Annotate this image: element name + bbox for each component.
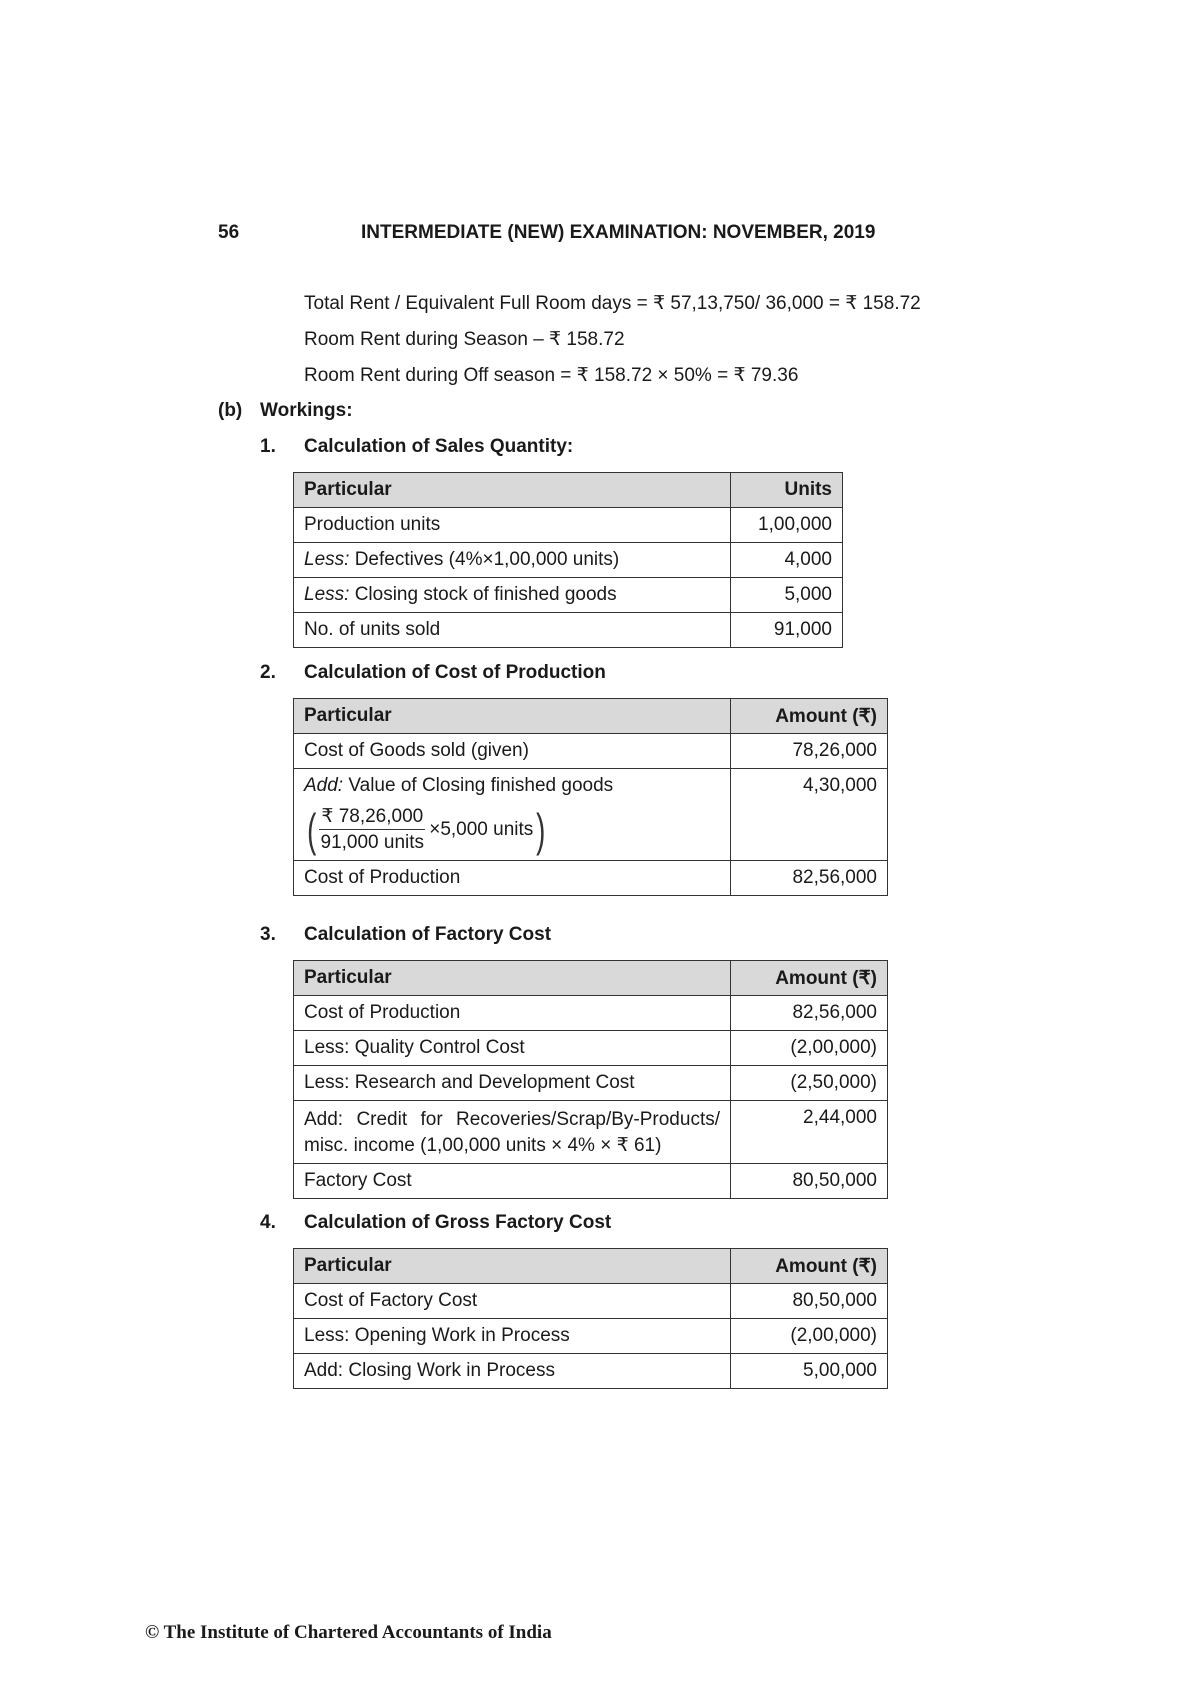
row-label: Closing stock of finished goods	[349, 584, 617, 605]
section-b-marker: (b)	[218, 400, 243, 421]
row-value: 2,44,000	[731, 1101, 888, 1164]
table-row	[294, 1284, 888, 1319]
row-label: Less: Quality Control Cost	[294, 1031, 731, 1066]
section-b-title: Workings:	[260, 400, 353, 421]
fraction-denominator: 91,000 units	[320, 832, 425, 853]
row-label: Defectives (4%×1,00,000 units)	[349, 549, 620, 570]
working-3-number: 3.	[260, 924, 276, 945]
left-parenthesis: (	[307, 803, 317, 856]
table-row	[294, 1354, 888, 1389]
table-row	[294, 1164, 888, 1199]
row-label: Add: Credit for Recoveries/Scrap/By-Products/ misc. income (1,00,000 units × 4% × ₹ 61)	[294, 1101, 731, 1164]
column-header-amount: Amount (₹)	[731, 961, 888, 996]
row-value: 82,56,000	[731, 996, 888, 1031]
table-row	[294, 1066, 888, 1101]
row-value: 91,000	[731, 613, 843, 648]
table-header-row	[294, 961, 888, 996]
table-row	[294, 996, 888, 1031]
row-value: 5,00,000	[731, 1354, 888, 1389]
row-label: Cost of Factory Cost	[294, 1284, 731, 1319]
working-4-title: Calculation of Gross Factory Cost	[304, 1212, 612, 1233]
row-label: Cost of Production	[294, 996, 731, 1031]
column-header-particular: Particular	[294, 699, 731, 734]
working-1-title: Calculation of Sales Quantity:	[304, 436, 574, 457]
row-value: (2,00,000)	[731, 1319, 888, 1354]
table-row	[294, 1031, 888, 1066]
sales-quantity-table	[293, 472, 843, 648]
working-3-title: Calculation of Factory Cost	[304, 924, 552, 945]
right-parenthesis: )	[536, 803, 546, 856]
page-number: 56	[218, 222, 240, 243]
row-label: Value of Closing finished goods	[343, 775, 614, 796]
row-label-cell	[294, 769, 731, 861]
fraction-numerator: ₹ 78,26,000	[319, 805, 425, 830]
row-value: 5,000	[731, 578, 843, 613]
table-header-row	[294, 473, 843, 508]
table-header-row	[294, 699, 888, 734]
table-row	[294, 769, 888, 861]
row-label: Less: Research and Development Cost	[294, 1066, 731, 1101]
fraction-multiplier: ×5,000 units	[429, 818, 534, 840]
table-row	[294, 543, 843, 578]
row-prefix: Less:	[304, 549, 350, 570]
cost-of-production-table	[293, 698, 888, 896]
row-label: Add: Closing Work in Process	[294, 1354, 731, 1389]
row-value: 1,00,000	[731, 508, 843, 543]
intro-line-off-season-rent: Room Rent during Off season = ₹ 158.72 × 50% = ₹ 79.36	[304, 365, 799, 386]
row-value: 4,000	[731, 543, 843, 578]
working-4-number: 4.	[260, 1212, 276, 1233]
table-row	[294, 1319, 888, 1354]
row-label: No. of units sold	[294, 613, 731, 648]
row-value: (2,50,000)	[731, 1066, 888, 1101]
row-prefix: Less:	[304, 584, 350, 605]
row-label: Factory Cost	[294, 1164, 731, 1199]
row-label-cell	[294, 543, 731, 578]
row-value: 4,30,000	[731, 769, 888, 861]
gross-factory-cost-table	[293, 1248, 888, 1389]
row-value: 82,56,000	[731, 861, 888, 896]
working-2-title: Calculation of Cost of Production	[304, 662, 606, 683]
row-label: Cost of Goods sold (given)	[294, 734, 731, 769]
column-header-amount: Amount (₹)	[731, 699, 888, 734]
column-header-amount: Amount (₹)	[731, 1249, 888, 1284]
working-1-number: 1.	[260, 436, 276, 457]
table-row	[294, 1101, 888, 1164]
table-row	[294, 734, 888, 769]
row-value: 80,50,000	[731, 1284, 888, 1319]
row-value: 78,26,000	[731, 734, 888, 769]
fraction	[319, 805, 425, 854]
working-2-number: 2.	[260, 662, 276, 683]
page-title: INTERMEDIATE (NEW) EXAMINATION: NOVEMBER, 2019	[361, 222, 876, 243]
table-row	[294, 508, 843, 543]
table-row	[294, 613, 843, 648]
row-label-cell	[294, 578, 731, 613]
column-header-particular: Particular	[294, 1249, 731, 1284]
row-value: 80,50,000	[731, 1164, 888, 1199]
intro-line-total-rent: Total Rent / Equivalent Full Room days = ₹ 57,13,750/ 36,000 = ₹ 158.72	[304, 293, 921, 314]
factory-cost-table	[293, 960, 888, 1199]
column-header-units: Units	[731, 473, 843, 508]
row-value: (2,00,000)	[731, 1031, 888, 1066]
table-row	[294, 861, 888, 896]
table-header-row	[294, 1249, 888, 1284]
row-label: Production units	[294, 508, 731, 543]
copyright-footer: © The Institute of Chartered Accountants of India	[145, 1622, 552, 1643]
column-header-particular: Particular	[294, 961, 731, 996]
row-label: Cost of Production	[294, 861, 731, 896]
row-label: Less: Opening Work in Process	[294, 1319, 731, 1354]
table-row	[294, 578, 843, 613]
valuation-formula	[304, 805, 720, 854]
row-prefix: Add:	[304, 775, 344, 796]
intro-line-season-rent: Room Rent during Season – ₹ 158.72	[304, 329, 625, 350]
column-header-particular: Particular	[294, 473, 731, 508]
